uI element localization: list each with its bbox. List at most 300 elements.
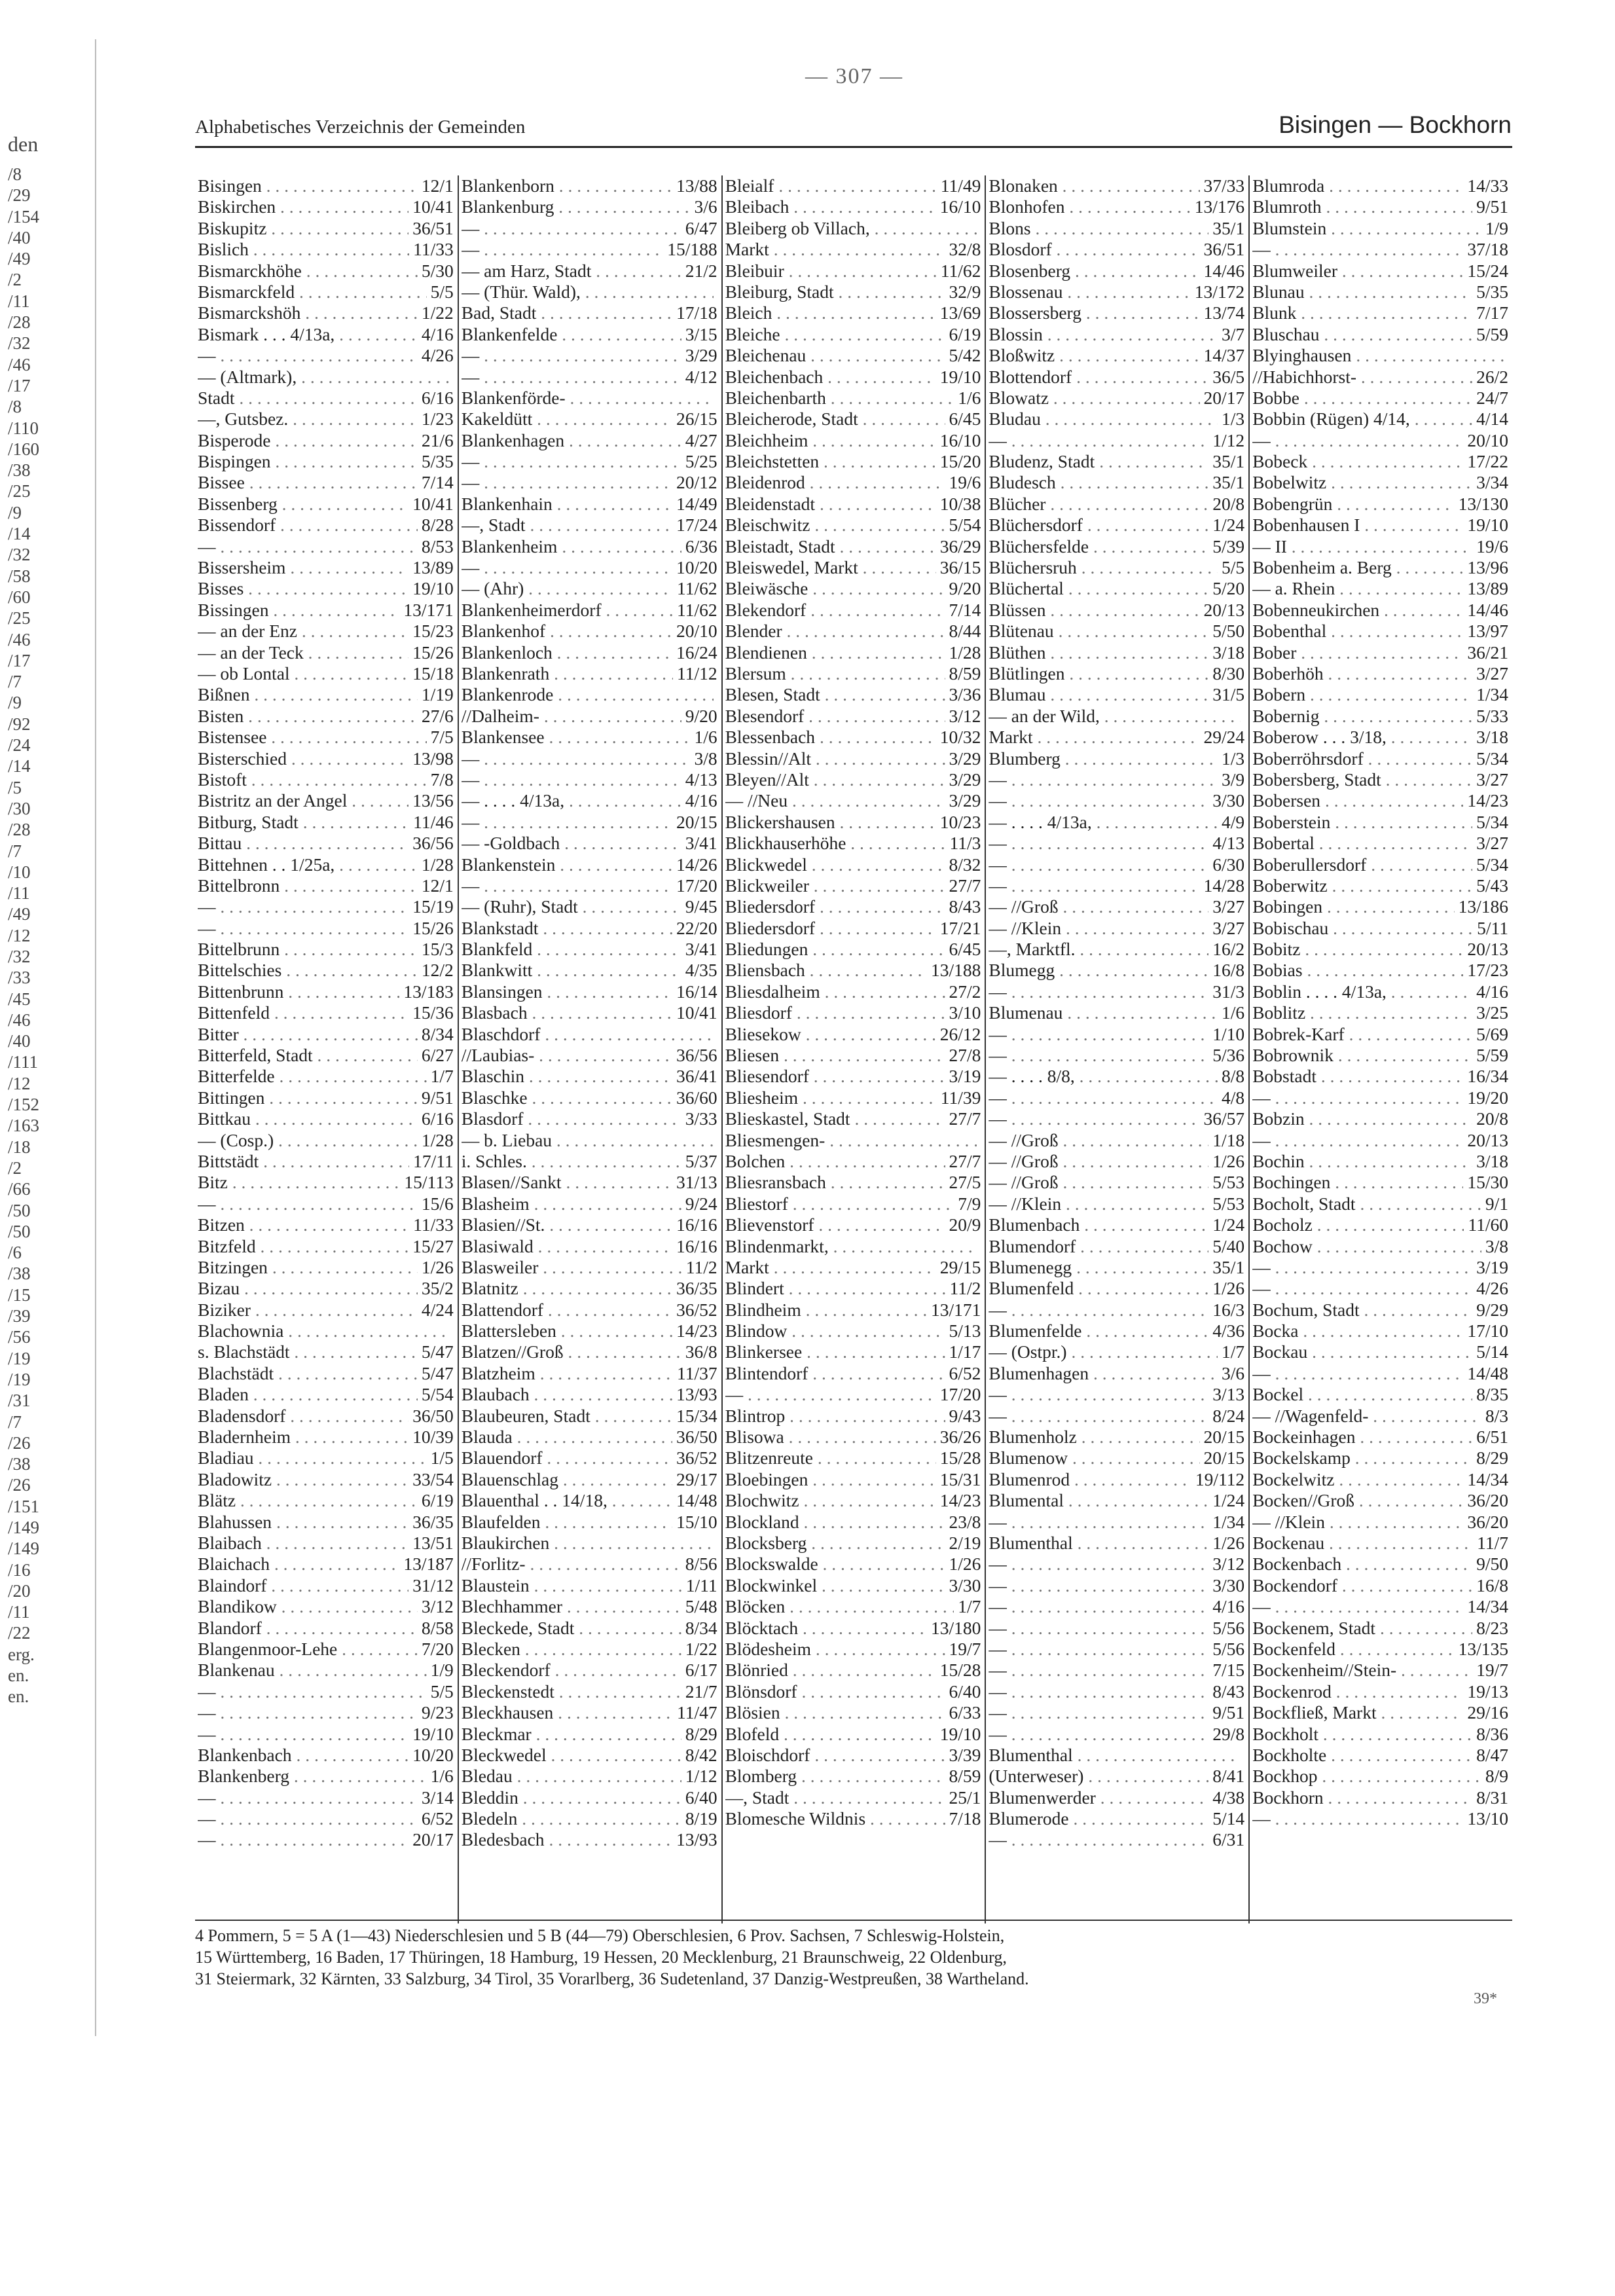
place-name: Bliedersdorf . . . bbox=[725, 896, 945, 917]
entry-row bbox=[989, 1172, 1244, 1193]
margin-fragment: /92 bbox=[8, 714, 31, 734]
place-name: — //Groß . . . bbox=[989, 896, 1208, 917]
district-code: 5/5 bbox=[427, 1681, 454, 1702]
entry-row bbox=[725, 557, 981, 578]
place-name: — . . . bbox=[1252, 1130, 1463, 1151]
place-name: Blasen//Sankt . . . bbox=[462, 1172, 672, 1193]
entry-row bbox=[198, 1512, 454, 1533]
entry-row bbox=[1252, 1321, 1508, 1341]
entry-row bbox=[198, 345, 454, 366]
district-code: 16/16 bbox=[672, 1236, 717, 1257]
district-code: 3/27 bbox=[1472, 833, 1508, 854]
entry-row bbox=[462, 1024, 717, 1045]
place-name: — . . . bbox=[462, 218, 681, 239]
place-name: Boblin . . . . 4/13a, . . . bbox=[1252, 981, 1472, 1002]
district-code: 27/7 bbox=[945, 875, 981, 896]
place-name: Bobitz . . . bbox=[1252, 939, 1463, 960]
place-name: Bitzfeld . . . bbox=[198, 1236, 408, 1257]
entry-row bbox=[1252, 261, 1508, 282]
district-code: 3/25 bbox=[1472, 1002, 1508, 1023]
entry-row bbox=[198, 218, 454, 239]
entry-row bbox=[462, 790, 717, 811]
district-code: 11/2 bbox=[682, 1257, 717, 1278]
entry-row bbox=[198, 1066, 454, 1087]
place-name: Bleich . . . bbox=[725, 302, 936, 323]
place-name: — II . . . bbox=[1252, 536, 1472, 557]
district-code: 20/12 bbox=[672, 472, 717, 493]
district-code: 3/41 bbox=[681, 833, 717, 854]
district-code: 4/16 bbox=[1472, 981, 1508, 1002]
place-name: Blocksberg . . . bbox=[725, 1533, 945, 1554]
district-code: 1/10 bbox=[1208, 1024, 1244, 1045]
place-name: Bismarckhöhe . . . bbox=[198, 261, 418, 282]
district-code: 36/52 bbox=[672, 1300, 717, 1321]
place-name: Blankfeld . . . bbox=[462, 939, 681, 960]
district-code: 9/29 bbox=[1472, 1300, 1508, 1321]
district-code: 1/18 bbox=[1208, 1130, 1244, 1151]
district-code: 13/74 bbox=[1200, 302, 1245, 323]
district-code: 10/41 bbox=[672, 1002, 717, 1023]
place-name: Bockelwitz . . . bbox=[1252, 1469, 1463, 1490]
entry-row bbox=[198, 1300, 454, 1321]
place-name: Biskupitz . . . bbox=[198, 218, 408, 239]
place-name: Blumenau . . . bbox=[989, 1002, 1218, 1023]
entry-row bbox=[462, 1745, 717, 1766]
place-name: Bobersen . . . bbox=[1252, 790, 1463, 811]
place-name: Blönsdorf . . . bbox=[725, 1681, 945, 1702]
entry-row bbox=[462, 727, 717, 748]
district-code: 16/8 bbox=[1208, 960, 1244, 981]
entry-row bbox=[725, 302, 981, 323]
entry-row bbox=[198, 833, 454, 854]
district-code: 5/34 bbox=[1472, 854, 1508, 875]
entry-row bbox=[1252, 684, 1508, 705]
entry-row bbox=[198, 1087, 454, 1108]
place-name: — (Cosp.) . . . bbox=[198, 1130, 418, 1151]
place-name: Bobelwitz . . . bbox=[1252, 472, 1472, 493]
district-code: 27/6 bbox=[418, 706, 454, 727]
district-code: 19/10 bbox=[1463, 515, 1508, 536]
place-name: Bleialf . . . bbox=[725, 175, 937, 196]
district-code: 6/16 bbox=[418, 1108, 454, 1129]
place-name: — . . . bbox=[1252, 1257, 1472, 1278]
district-code: 2/19 bbox=[945, 1533, 981, 1554]
entry-row bbox=[462, 472, 717, 493]
district-code: 20/17 bbox=[1200, 388, 1245, 409]
entry-row bbox=[1252, 663, 1508, 684]
entry-row bbox=[1252, 1024, 1508, 1045]
entry-row bbox=[462, 1787, 717, 1808]
place-name: — //Groß . . . bbox=[989, 1151, 1208, 1172]
district-code: 9/50 bbox=[1472, 1554, 1508, 1575]
place-name: Bisingen . . . bbox=[198, 175, 418, 196]
place-name: Bliestorf . . . bbox=[725, 1194, 954, 1214]
place-name: Blütlingen . . . bbox=[989, 663, 1208, 684]
margin-fragment: /46 bbox=[8, 629, 31, 649]
district-code: 15/26 bbox=[408, 642, 454, 663]
district-code: 5/13 bbox=[945, 1321, 981, 1341]
entry-row bbox=[462, 430, 717, 451]
district-code: 15/31 bbox=[936, 1469, 981, 1490]
district-code: 5/47 bbox=[418, 1341, 454, 1362]
district-code: 12/1 bbox=[418, 875, 454, 896]
place-name: Blansingen . . . bbox=[462, 981, 672, 1002]
entry-row bbox=[1252, 1406, 1508, 1427]
district-code: 4/38 bbox=[1208, 1787, 1244, 1808]
entry-row bbox=[725, 430, 981, 451]
entry-row bbox=[725, 1257, 981, 1278]
place-name: Blievenstorf . . . bbox=[725, 1214, 945, 1235]
place-name: Bober . . . bbox=[1252, 642, 1463, 663]
entry-row bbox=[462, 939, 717, 960]
district-code: 3/15 bbox=[681, 324, 717, 345]
district-code: 8/29 bbox=[1472, 1448, 1508, 1468]
entry-row bbox=[725, 1214, 981, 1235]
entry-row bbox=[1252, 1172, 1508, 1193]
place-name: — (Thür. Wald), . . . bbox=[462, 282, 714, 302]
place-name: — //Wagenfeld- . . . bbox=[1252, 1406, 1481, 1427]
place-name: Boberstein . . . bbox=[1252, 812, 1472, 833]
place-name: Blödesheim . . . bbox=[725, 1639, 945, 1660]
entry-row bbox=[989, 345, 1244, 366]
entry-row bbox=[1252, 1045, 1508, 1066]
margin-fragment: /110 bbox=[8, 418, 39, 438]
district-code: 35/1 bbox=[1208, 451, 1244, 472]
entry-row bbox=[1252, 430, 1508, 451]
entry-row bbox=[725, 663, 981, 684]
entry-row bbox=[1252, 1512, 1508, 1533]
district-code: 8/34 bbox=[681, 1618, 717, 1639]
district-code: 4/27 bbox=[681, 430, 717, 451]
district-code: 19/112 bbox=[1191, 1469, 1244, 1490]
district-code: 26/12 bbox=[936, 1024, 981, 1045]
district-code: 3/29 bbox=[945, 748, 981, 769]
margin-fragments bbox=[8, 124, 57, 1707]
place-name: i. Schles. . . . bbox=[462, 1151, 681, 1172]
district-code: 24/7 bbox=[1472, 388, 1508, 409]
entry-row bbox=[198, 1490, 454, 1511]
place-name: Bismarckshöh . . . bbox=[198, 302, 418, 323]
entry-row bbox=[989, 324, 1244, 345]
place-name: Blechhammer . . . bbox=[462, 1596, 681, 1617]
entry-row bbox=[725, 409, 981, 429]
place-name: — . . . bbox=[198, 1724, 408, 1745]
district-code: 13/176 bbox=[1191, 196, 1244, 217]
margin-fragment: /12 bbox=[8, 1073, 31, 1093]
entry-row bbox=[725, 494, 981, 515]
district-code: 14/34 bbox=[1463, 1596, 1508, 1617]
place-name: Kakeldütt . . . bbox=[462, 409, 672, 429]
district-code: 15/27 bbox=[408, 1236, 454, 1257]
entry-row bbox=[198, 896, 454, 917]
district-code: 21/7 bbox=[681, 1681, 717, 1702]
district-code: 27/8 bbox=[945, 1045, 981, 1066]
district-code: 35/1 bbox=[1208, 218, 1244, 239]
district-code: 6/36 bbox=[681, 536, 717, 557]
district-code: 4/14 bbox=[1472, 409, 1508, 429]
entry-row bbox=[198, 918, 454, 939]
margin-fragment: /9 bbox=[8, 502, 22, 522]
entry-row bbox=[462, 196, 717, 217]
place-name: Blisowa . . . bbox=[725, 1427, 936, 1448]
entry-row bbox=[989, 239, 1244, 260]
entry-row bbox=[198, 1002, 454, 1023]
place-name: Bleicherode, Stadt . . . bbox=[725, 409, 945, 429]
place-name: — . . . bbox=[198, 1702, 418, 1723]
entry-row bbox=[462, 1533, 717, 1554]
entry-row bbox=[198, 1257, 454, 1278]
entry-row bbox=[725, 875, 981, 896]
entry-row bbox=[725, 472, 981, 493]
margin-fragment: /17 bbox=[8, 375, 31, 395]
district-code: 20/9 bbox=[945, 1214, 981, 1235]
entry-row bbox=[198, 324, 454, 345]
margin-fragment: /9 bbox=[8, 693, 22, 713]
place-name: Bockholt . . . bbox=[1252, 1724, 1472, 1745]
district-code: 12/1 bbox=[418, 175, 454, 196]
district-code: 9/23 bbox=[418, 1702, 454, 1723]
district-code: 8/42 bbox=[681, 1745, 717, 1766]
entry-row bbox=[462, 1172, 717, 1193]
place-name: — . . . bbox=[989, 1045, 1208, 1066]
margin-fragment: /60 bbox=[8, 587, 31, 607]
place-name: Blumenthal . . . bbox=[989, 1533, 1208, 1554]
place-name: Bleckhausen . . . bbox=[462, 1702, 673, 1723]
entry-row bbox=[1252, 345, 1508, 366]
margin-divider bbox=[95, 39, 96, 2036]
district-code: 37/33 bbox=[1200, 175, 1245, 196]
district-code: 21/6 bbox=[418, 430, 454, 451]
district-code: 20/15 bbox=[1200, 1448, 1245, 1468]
district-code: 17/22 bbox=[1463, 451, 1508, 472]
place-name: — . . . bbox=[989, 1724, 1208, 1745]
place-name: Bitzen . . . bbox=[198, 1214, 409, 1235]
entry-row bbox=[1252, 239, 1508, 260]
entry-row bbox=[198, 1406, 454, 1427]
place-name: Bocka . . . bbox=[1252, 1321, 1463, 1341]
district-code: 17/23 bbox=[1463, 960, 1508, 981]
place-name: Blattendorf . . . bbox=[462, 1300, 672, 1321]
place-name: —, Stadt . . . bbox=[725, 1787, 945, 1808]
place-name: Bleichstetten . . . bbox=[725, 451, 936, 472]
district-code: 20/13 bbox=[1463, 1130, 1508, 1151]
place-name: Blaschin . . . bbox=[462, 1066, 672, 1087]
district-code: 19/7 bbox=[945, 1639, 981, 1660]
district-code: 3/29 bbox=[945, 790, 981, 811]
entry-row bbox=[1252, 727, 1508, 748]
place-name: Bochow . . . bbox=[1252, 1236, 1481, 1257]
entry-row bbox=[462, 960, 717, 981]
entry-row bbox=[462, 494, 717, 515]
place-name: — . . . bbox=[989, 1300, 1208, 1321]
entry-row bbox=[725, 769, 981, 790]
entry-row bbox=[198, 621, 454, 642]
place-name: Blankenhof . . . bbox=[462, 621, 672, 642]
entry-row bbox=[1252, 1257, 1508, 1278]
entry-row bbox=[1252, 1660, 1508, 1681]
district-code: 15/188 bbox=[663, 239, 717, 260]
entry-row bbox=[198, 196, 454, 217]
entry-row bbox=[989, 1554, 1244, 1575]
header-range: Bisingen — Bockhorn bbox=[1279, 111, 1512, 138]
district-code: 16/14 bbox=[672, 981, 717, 1002]
place-name: — an der Enz . . . bbox=[198, 621, 408, 642]
district-code: 35/1 bbox=[1208, 472, 1244, 493]
district-code: 9/1 bbox=[1481, 1194, 1508, 1214]
district-code: 8/9 bbox=[1481, 1766, 1508, 1787]
place-name: Bleiberg ob Villach, . . . bbox=[725, 218, 977, 239]
place-name: Blossenau . . . bbox=[989, 282, 1190, 302]
entry-row bbox=[725, 1533, 981, 1554]
entry-row bbox=[725, 1278, 981, 1299]
district-code: 4/13 bbox=[1208, 833, 1244, 854]
district-code: 14/23 bbox=[672, 1321, 717, 1341]
district-code: 9/45 bbox=[681, 896, 717, 917]
district-code: 3/10 bbox=[945, 1002, 981, 1023]
district-code: 4/36 bbox=[1208, 1321, 1244, 1341]
margin-fragment: /2 bbox=[8, 1157, 22, 1178]
entry-row bbox=[1252, 1490, 1508, 1511]
district-code: 11/47 bbox=[673, 1702, 717, 1723]
entry-row bbox=[1252, 451, 1508, 472]
place-name: Boberröhrsdorf . . . bbox=[1252, 748, 1472, 769]
entry-row bbox=[462, 1321, 717, 1341]
district-code: 8/53 bbox=[418, 536, 454, 557]
margin-fragment: /50 bbox=[8, 1200, 31, 1220]
sheet-signature: 39* bbox=[1474, 1990, 1497, 2007]
entry-row bbox=[989, 1596, 1244, 1617]
district-code: 5/5 bbox=[1218, 557, 1244, 578]
district-code: 8/56 bbox=[681, 1554, 717, 1575]
place-name: Bobbe . . . bbox=[1252, 388, 1472, 409]
place-name: — b. Liebau . . . bbox=[462, 1130, 714, 1151]
entry-row bbox=[198, 981, 454, 1002]
place-name: Bobenthal . . . bbox=[1252, 621, 1463, 642]
entry-row bbox=[725, 388, 981, 409]
entry-row bbox=[198, 282, 454, 302]
entry-row bbox=[725, 1618, 981, 1639]
district-code: 3/18 bbox=[1472, 1151, 1508, 1172]
place-name: — . . . bbox=[198, 1829, 408, 1850]
place-name: Bleiche . . . bbox=[725, 324, 945, 345]
place-name: Bliesmengen- . . . bbox=[725, 1130, 977, 1151]
entry-row bbox=[1252, 1702, 1508, 1723]
place-name: Stadt . . . bbox=[198, 388, 418, 409]
district-code: 1/34 bbox=[1472, 684, 1508, 705]
entry-row bbox=[725, 1087, 981, 1108]
district-code: 13/135 bbox=[1455, 1639, 1508, 1660]
entry-row bbox=[462, 1766, 717, 1787]
place-name: — . . . bbox=[989, 1639, 1208, 1660]
district-code: 3/34 bbox=[1472, 472, 1508, 493]
entry-row bbox=[1252, 790, 1508, 811]
place-name: Blankenloch . . . bbox=[462, 642, 672, 663]
district-code: 19/10 bbox=[936, 367, 981, 388]
entry-row bbox=[198, 1596, 454, 1617]
place-name: — . . . bbox=[989, 1554, 1208, 1575]
district-code: 3/30 bbox=[1208, 1575, 1244, 1596]
place-name: Bissendorf . . . bbox=[198, 515, 418, 536]
entry-row bbox=[989, 1321, 1244, 1341]
entry-row bbox=[198, 1681, 454, 1702]
district-code: 36/20 bbox=[1463, 1512, 1508, 1533]
district-code: 8/32 bbox=[945, 854, 981, 875]
place-name: Bitter . . . bbox=[198, 1024, 418, 1045]
entry-column-1 bbox=[195, 175, 459, 1923]
margin-fragment: /24 bbox=[8, 735, 31, 756]
place-name: Bliedungen . . . bbox=[725, 939, 945, 960]
place-name: Blossersberg . . . bbox=[989, 302, 1199, 323]
entry-row bbox=[462, 1639, 717, 1660]
entry-row bbox=[1252, 218, 1508, 239]
place-name: Bobingen . . . bbox=[1252, 896, 1454, 917]
place-name: Blauda . . . bbox=[462, 1427, 672, 1448]
place-name: //Forlitz- . . . bbox=[462, 1554, 681, 1575]
margin-fragment: /31 bbox=[8, 1391, 31, 1411]
entry-row bbox=[989, 578, 1244, 599]
entry-row bbox=[1252, 472, 1508, 493]
place-name: Blyinghausen . . . bbox=[1252, 345, 1504, 366]
place-name: Bockfließ, Markt . . . bbox=[1252, 1702, 1463, 1723]
entry-row bbox=[989, 557, 1244, 578]
entry-row bbox=[1252, 769, 1508, 790]
place-name: Bistensee . . . bbox=[198, 727, 427, 748]
place-name: Bismarckfeld . . . bbox=[198, 282, 427, 302]
place-name: Blüchersdorf . . . bbox=[989, 515, 1208, 536]
district-code: 10/38 bbox=[936, 494, 981, 515]
entry-row bbox=[989, 472, 1244, 493]
entry-row bbox=[462, 1702, 717, 1723]
place-name: — . . . bbox=[989, 1681, 1208, 1702]
district-code: 15/18 bbox=[408, 663, 454, 684]
place-name: Blauenschlag . . . bbox=[462, 1469, 672, 1490]
entry-row bbox=[989, 1469, 1244, 1490]
entry-row bbox=[1252, 1596, 1508, 1617]
entry-row bbox=[198, 1384, 454, 1405]
place-name: Blankstadt . . . bbox=[462, 918, 672, 939]
place-name: Blasbach . . . bbox=[462, 1002, 672, 1023]
entry-row bbox=[462, 1512, 717, 1533]
district-code: 1/7 bbox=[1218, 1341, 1244, 1362]
entry-row bbox=[1252, 1808, 1508, 1829]
district-code: 1/6 bbox=[690, 727, 717, 748]
footnote-line: 15 Württemberg, 16 Baden, 17 Thüringen, 18 Hamburg, 19 Hessen, 20 Mecklenburg, 21 Braunschweig, 22 Oldenburg, bbox=[195, 1948, 1007, 1967]
district-code: 36/21 bbox=[1463, 642, 1508, 663]
place-name: Bleidenrod . . . bbox=[725, 472, 945, 493]
place-name: Blumau . . . bbox=[989, 684, 1208, 705]
place-name: Bledesbach . . . bbox=[462, 1829, 672, 1850]
district-code: 14/48 bbox=[672, 1490, 717, 1511]
district-code: 5/54 bbox=[945, 515, 981, 536]
district-code: 3/30 bbox=[945, 1575, 981, 1596]
entry-row bbox=[462, 1406, 717, 1427]
place-name: Blumroda . . . bbox=[1252, 175, 1463, 196]
entry-row bbox=[462, 1490, 717, 1511]
entry-row bbox=[989, 1214, 1244, 1235]
place-name: Bitburg, Stadt . . . bbox=[198, 812, 409, 833]
margin-fragment: en. bbox=[8, 1666, 29, 1686]
entry-row bbox=[198, 430, 454, 451]
entry-row bbox=[462, 239, 717, 260]
margin-fragment: /18 bbox=[8, 1137, 31, 1157]
entry-row bbox=[198, 1024, 454, 1045]
entry-row bbox=[462, 642, 717, 663]
place-name: Bleckenstedt . . . bbox=[462, 1681, 681, 1702]
entry-row bbox=[989, 388, 1244, 409]
entry-row bbox=[989, 1766, 1244, 1787]
place-name: Bobstadt . . . bbox=[1252, 1066, 1463, 1087]
district-code: 3/12 bbox=[418, 1596, 454, 1617]
